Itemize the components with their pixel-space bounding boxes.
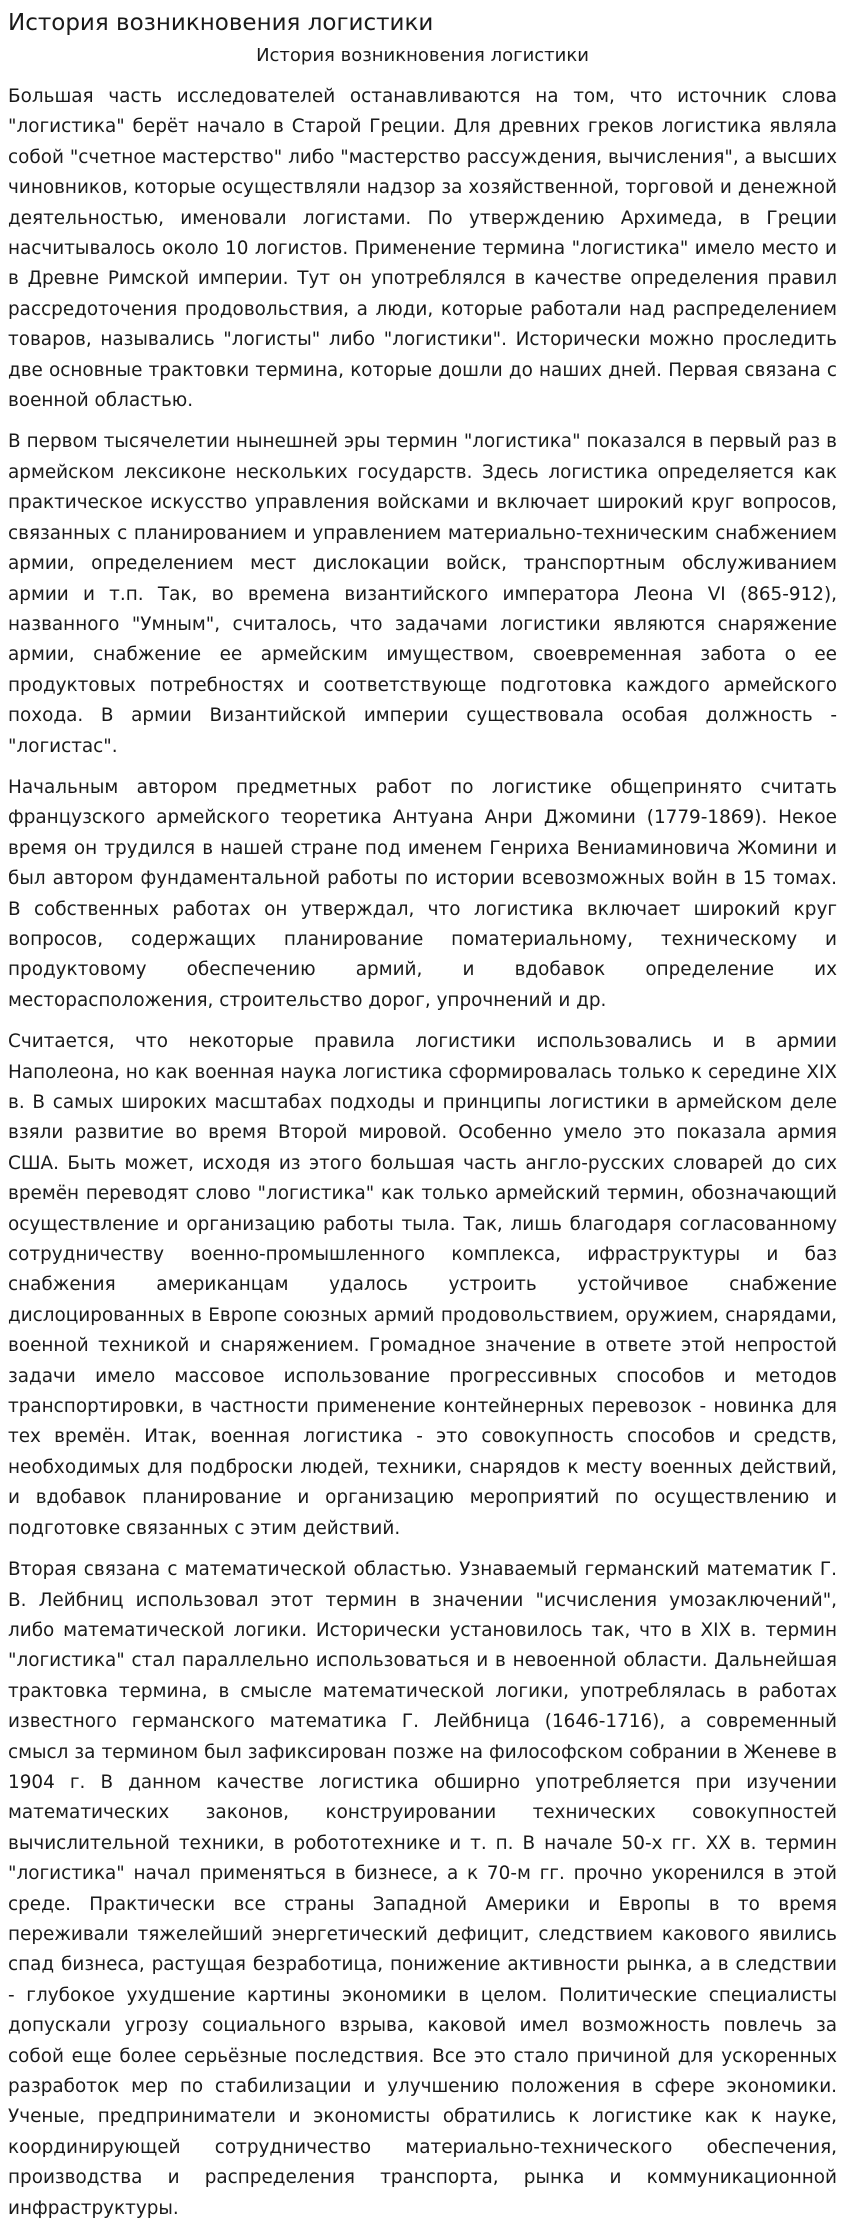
article-paragraph-1: Большая часть исследователей останавливаются на том, что источник слова "логистика" берёт начало в Старой Греции. Для древних греков логистика являла собой "счетное мастерство" либо "мастерство рассуждения, вычисления", а высших чиновников, которые осуществляли надзор за хозяйственной, торговой и денежной деятельностью, именовали логистами. По утверждению Архимеда, в Греции насчитывалось около 10 логистов. Применение термина "логистика" имело место и в Древне Римской империи. Тут он употреблялся в качестве определения правил рассредоточения продовольствия, а люди, которые работали над распределением товаров, назывались "логисты" либо "логистики". Исторически можно проследить две основные трактовки термина, которые дошли до наших дней. Первая связана с военной областью.: [8, 86, 837, 412]
article-subtitle: История возникновения логистики: [256, 45, 589, 66]
article-paragraph-2: В первом тысячелетии нынешней эры термин "логистика" показался в первый раз в армейском лексиконе нескольких государств. Здесь логистика определяется как практическое искусство управления войсками и включает широкий круг вопросов, связанных с планированием и управлением материально-техническим снабжением армии, определением мест дислокации войск, транспортным обслуживанием армии и т.п. Так, во времена византийского императора Леона VI (865-912), названного "Умным", считалось, что задачами логистики являются снаряжение армии, снабжение ее армейским имуществом, своевременная забота о ее продуктовых потребностях и соответствующе подготовка каждого армейского похода. В армии Византийской империи существовала особая должность - "логистас".: [8, 431, 837, 757]
page-title: История возникновения логистики: [8, 10, 434, 36]
article-paragraph-3: Начальным автором предметных работ по логистике общепринято считать французского армейского теоретика Антуана Анри Джомини (1779-1869). Некое время он трудился в нашей стране под именем Генриха Вениаминовича Жомини и был автором фундаментальной работы по истории всевозможных войн в 15 томах. В собственных работах он утверждал, что логистика включает широкий круг вопросов, содержащих планирование поматериальному, техническому и продуктовому обеспечению армий, и вдобавок определение их месторасположения, строительство дорог, упрочнений и др.: [8, 776, 837, 1011]
article-paragraph-5: Вторая связана с математической областью. Узнаваемый германский математик Г. В. Лейбниц использовал этот термин в значении "исчисления умозаключений", либо математической логики. Исторически установилось так, что в XIX в. термин "логистика" стал параллельно использоваться и в невоенной области. Дальнейшая трактовка термина, в смысле математической логики, употреблялась в работах известного германского математика Г. Лейбница (1646-1716), а современный смысл за термином был зафиксирован позже на философском собрании в Женеве в 1904 г. В данном качестве логистика обширно употребляется при изучении математических законов, конструировании технических совокупностей вычислительной техники, в робототехнике и т. п. В начале 50-х гг. XX в. термин "логистика" начал применяться в бизнесе, а к 70-м гг. прочно укоренился в этой среде. Практически все страны Западной Америки и Европы в то время переживали тяжелейший энергетический дефицит, следствием какового явились спад бизнеса, растущая безработица, понижение активности рынка, а в следствии - глубокое ухудшение картины экономики в целом. Политические специалисты допускали угрозу социального взрыва, каковой имел возможность повлечь за собой еще более серьёзные последствия. Все это стало причиной для ускоренных разработок мер по стабилизации и улучшению положения в сфере экономики. Ученые, предприниматели и экономисты обратились к логистике как к науке, координирующей сотрудничество материально-технического обеспечения, производства и распределения транспорта, рынка и коммуникационной инфраструктуры.: [8, 1559, 837, 2219]
article-paragraph-4: Считается, что некоторые правила логистики использовались и в армии Наполеона, но как военная наука логистика сформировалась только к середине XIX в. В самых широких масштабах подходы и принципы логистики в армейском деле взяли развитие во время Второй мировой. Особенно умело это показала армия США. Быть может, исходя из этого большая часть англо-русских словарей до сих времён переводят слово "логистика" как только армейский термин, обозначающий осуществление и организацию работы тыла. Так, лишь благодаря согласованному сотрудничеству военно-промышленного комплекса, ифраструктуры и баз снабжения американцам удалось устроить устойчивое снабжение дислоцированных в Европе союзных армий продовольствием, оружием, снарядами, военной техникой и снаряжением. Громадное значение в ответе этой непростой задачи имело массовое использование прогрессивных способов и методов транспортировки, в частности применение контейнерных перевозок - новинка для тех времён. Итак, военная логистика - это совокупность способов и средств, необходимых для подброски людей, техники, снарядов к месту военных действий, и вдобавок планирование и организацию мероприятий по осуществлению и подготовке связанных с этим действий.: [8, 1031, 837, 1539]
